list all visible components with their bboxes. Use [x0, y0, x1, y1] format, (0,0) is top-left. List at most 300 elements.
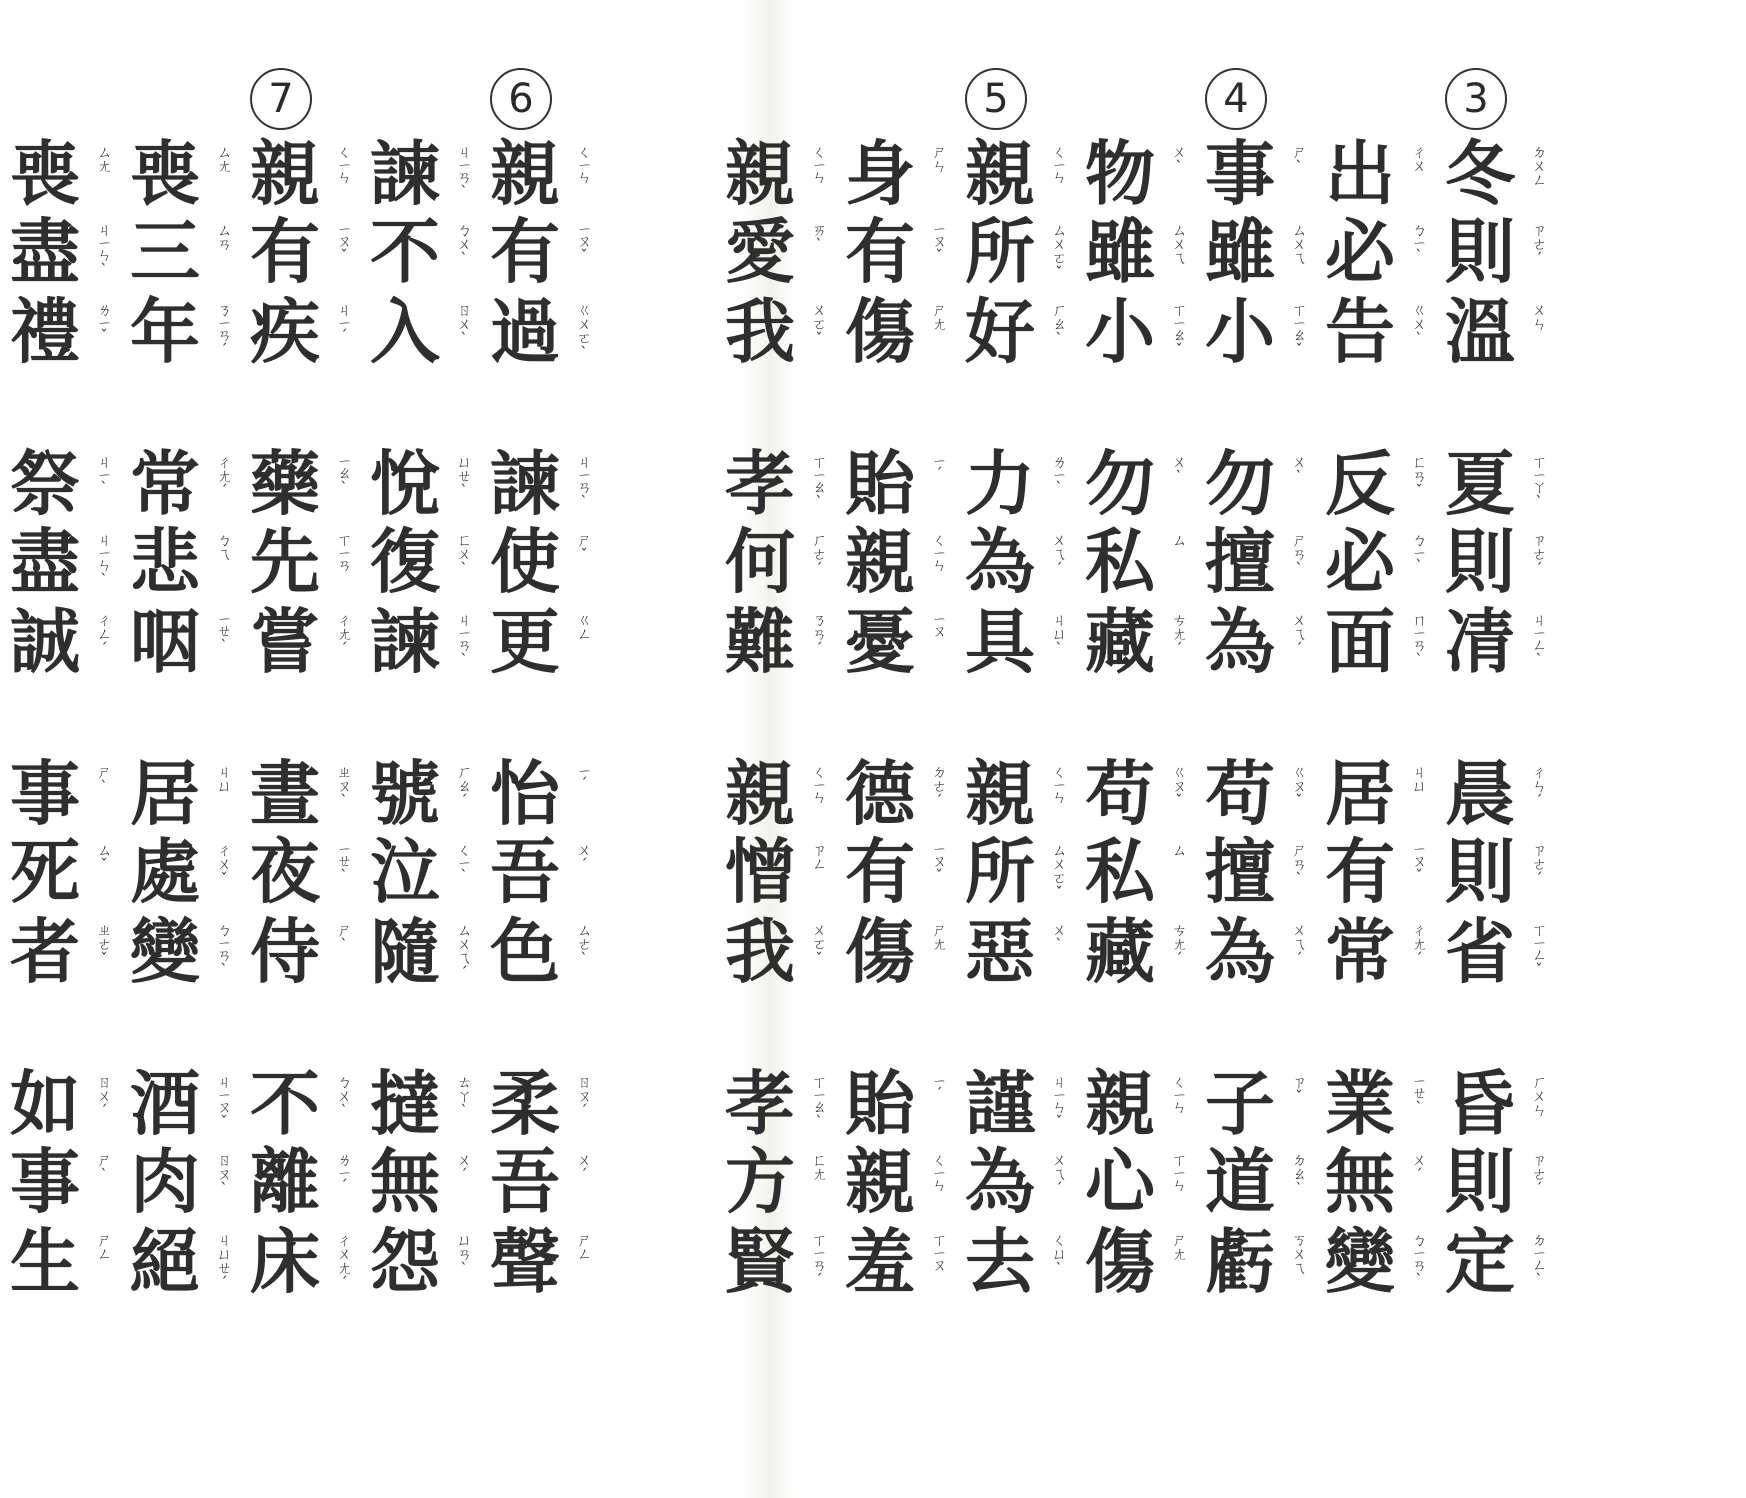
zhuyin-annotation: ㄑㄧˋ — [455, 842, 473, 884]
character-cell — [490, 908, 610, 996]
zhuyin-annotation: ㄐㄧㄢˋ — [575, 454, 593, 510]
hanzi-character: 諫 — [370, 132, 440, 215]
character-cell — [1205, 208, 1325, 296]
character-cell — [845, 1218, 965, 1306]
hanzi-character: 藥 — [250, 442, 320, 525]
character-cell — [490, 208, 610, 296]
hanzi-character: 親 — [1085, 1062, 1155, 1145]
hanzi-character: 侍 — [250, 910, 320, 993]
zhuyin-annotation: ㄉㄧㄥˋ — [1530, 1232, 1548, 1288]
hanzi-character: 晨 — [1445, 752, 1515, 835]
zhuyin-annotation: ㄙ — [1170, 532, 1188, 546]
hanzi-character: 道 — [1205, 1140, 1275, 1223]
hanzi-character: 怡 — [490, 752, 560, 835]
character-cell — [250, 440, 370, 528]
hanzi-character: 雖 — [1085, 210, 1155, 293]
character-cell — [130, 288, 250, 376]
hanzi-character: 賢 — [725, 1220, 795, 1303]
zhuyin-annotation: ㄒㄧㄠˇ — [1290, 302, 1308, 358]
hanzi-character: 溫 — [1445, 290, 1515, 373]
character-cell — [250, 208, 370, 296]
hanzi-character: 貽 — [845, 442, 915, 525]
zhuyin-annotation: ㄕㄣ — [930, 144, 948, 172]
hanzi-character: 親 — [250, 132, 320, 215]
hanzi-character: 怨 — [370, 1220, 440, 1303]
zhuyin-annotation: ㄐㄧˊ — [335, 302, 353, 344]
zhuyin-annotation: ㄩㄢˋ — [455, 1232, 473, 1277]
hanzi-character: 居 — [130, 752, 200, 835]
hanzi-character: 晝 — [250, 752, 320, 835]
character-cell — [250, 908, 370, 996]
zhuyin-annotation: ㄑㄧㄣ — [930, 1152, 948, 1191]
hanzi-character: 如 — [10, 1062, 80, 1145]
text-column — [965, 0, 1085, 1498]
hanzi-character: 子 — [1205, 1062, 1275, 1145]
character-cell — [490, 518, 610, 606]
hanzi-character: 事 — [1205, 132, 1275, 215]
zhuyin-annotation: ㄒㄧㄚˋ — [1530, 454, 1548, 510]
hanzi-character: 常 — [130, 442, 200, 525]
text-column — [10, 0, 130, 1498]
hanzi-character: 傷 — [1085, 1220, 1155, 1303]
hanzi-character: 諫 — [490, 442, 560, 525]
hanzi-character: 喪 — [10, 132, 80, 215]
hanzi-character: 夜 — [250, 830, 320, 913]
character-cell — [965, 208, 1085, 296]
character-cell — [845, 750, 965, 838]
zhuyin-annotation: ㄑㄧㄣ — [1050, 764, 1068, 803]
zhuyin-annotation: ㄔㄨˇ — [215, 842, 233, 887]
text-column — [490, 0, 610, 1498]
character-cell — [725, 518, 845, 606]
zhuyin-annotation: ㄨˋ — [1170, 454, 1188, 485]
zhuyin-annotation: ㄗㄜˊ — [1530, 222, 1548, 267]
hanzi-character: 虧 — [1205, 1220, 1275, 1303]
character-cell — [490, 130, 610, 218]
zhuyin-annotation: ㄗㄥ — [810, 842, 828, 870]
zhuyin-annotation: ㄐㄧㄢˋ — [455, 612, 473, 668]
hanzi-character: 絕 — [130, 1220, 200, 1303]
hanzi-character: 苟 — [1085, 752, 1155, 835]
character-cell — [845, 440, 965, 528]
character-cell — [1085, 750, 1205, 838]
zhuyin-annotation: ㄏㄜˊ — [810, 532, 828, 577]
character-cell — [10, 1138, 130, 1226]
character-cell — [1085, 1218, 1205, 1306]
hanzi-character: 盡 — [10, 210, 80, 293]
character-cell — [1205, 598, 1325, 686]
zhuyin-annotation: ㄉㄜˊ — [930, 764, 948, 809]
zhuyin-annotation: ㄐㄧˋ — [95, 454, 113, 496]
character-cell — [725, 1060, 845, 1148]
character-cell — [130, 518, 250, 606]
zhuyin-annotation: ㄙㄨㄛˇ — [1050, 842, 1068, 901]
hanzi-character: 小 — [1085, 290, 1155, 373]
hanzi-character: 小 — [1205, 290, 1275, 373]
hanzi-character: 誠 — [10, 600, 80, 683]
character-cell — [845, 130, 965, 218]
zhuyin-annotation: ㄧㄠˋ — [335, 454, 353, 496]
zhuyin-annotation: ㄐㄩˋ — [1050, 612, 1068, 657]
zhuyin-annotation: ㄕˋ — [95, 1152, 113, 1183]
hanzi-character: 好 — [965, 290, 1035, 373]
zhuyin-annotation: ㄓㄜˇ — [95, 922, 113, 967]
character-cell — [10, 598, 130, 686]
hanzi-character: 物 — [1085, 132, 1155, 215]
zhuyin-annotation: ㄙㄨㄛˇ — [1050, 222, 1068, 281]
character-cell — [1205, 750, 1325, 838]
character-cell — [490, 750, 610, 838]
hanzi-character: 勿 — [1205, 442, 1275, 525]
zhuyin-annotation: ㄙˇ — [95, 842, 113, 873]
hanzi-character: 私 — [1085, 520, 1155, 603]
hanzi-character: 出 — [1325, 132, 1395, 215]
hanzi-character: 則 — [1445, 1140, 1515, 1223]
zhuyin-annotation: ㄐㄧㄣˋ — [95, 222, 113, 278]
verse-number-marker: 6 — [490, 68, 552, 130]
character-cell — [725, 750, 845, 838]
character-cell — [1445, 750, 1565, 838]
zhuyin-annotation: ㄗˇ — [1290, 1074, 1308, 1105]
zhuyin-annotation: ㄩㄝˋ — [455, 454, 473, 499]
zhuyin-annotation: ㄨㄟˊ — [1290, 922, 1308, 967]
character-cell — [250, 1138, 370, 1226]
hanzi-character: 藏 — [1085, 600, 1155, 683]
zhuyin-annotation: ㄙㄜˋ — [575, 922, 593, 967]
zhuyin-annotation: ㄙㄨㄟ — [1170, 222, 1188, 264]
text-column — [1445, 0, 1565, 1498]
zhuyin-annotation: ㄘㄤˊ — [1170, 612, 1188, 657]
character-cell — [965, 288, 1085, 376]
character-cell — [845, 1138, 965, 1226]
hanzi-character: 夏 — [1445, 442, 1515, 525]
hanzi-character: 不 — [370, 210, 440, 293]
character-cell — [130, 1138, 250, 1226]
zhuyin-annotation: ㄕˋ — [1290, 144, 1308, 175]
zhuyin-annotation: ㄏㄠˊ — [455, 764, 473, 809]
zhuyin-annotation: ㄕˋ — [335, 922, 353, 953]
hanzi-character: 盡 — [10, 520, 80, 603]
hanzi-character: 去 — [965, 1220, 1035, 1303]
character-cell — [1325, 208, 1445, 296]
hanzi-character: 凊 — [1445, 600, 1515, 683]
zhuyin-annotation: ㄨˊ — [575, 1152, 593, 1183]
character-cell — [10, 130, 130, 218]
character-cell — [490, 828, 610, 916]
character-cell — [1325, 440, 1445, 528]
hanzi-character: 嘗 — [250, 600, 320, 683]
character-cell — [965, 518, 1085, 606]
character-cell — [1085, 518, 1205, 606]
character-cell — [1085, 208, 1205, 296]
hanzi-character: 諫 — [370, 600, 440, 683]
character-cell — [10, 1060, 130, 1148]
zhuyin-annotation: ㄖㄡˋ — [215, 1152, 233, 1197]
hanzi-character: 有 — [250, 210, 320, 293]
zhuyin-annotation: ㄅㄟ — [215, 532, 233, 560]
character-cell — [845, 598, 965, 686]
hanzi-character: 定 — [1445, 1220, 1515, 1303]
character-cell — [490, 1218, 610, 1306]
character-cell — [250, 750, 370, 838]
character-cell — [1325, 518, 1445, 606]
zhuyin-annotation: ㄅㄨˋ — [335, 1074, 353, 1119]
zhuyin-annotation: ㄧㄝˋ — [1410, 1074, 1428, 1116]
verse-number-marker: 7 — [250, 68, 312, 130]
hanzi-character: 孝 — [725, 1062, 795, 1145]
character-cell — [1325, 1218, 1445, 1306]
hanzi-character: 肉 — [130, 1140, 200, 1223]
character-cell — [1205, 518, 1325, 606]
zhuyin-annotation: ㄧㄡˇ — [575, 222, 593, 264]
character-cell — [10, 208, 130, 296]
character-cell — [1085, 908, 1205, 996]
character-cell — [1325, 828, 1445, 916]
character-cell — [845, 1060, 965, 1148]
hanzi-character: 者 — [10, 910, 80, 993]
zhuyin-annotation: ㄍㄡˇ — [1170, 764, 1188, 809]
hanzi-character: 柔 — [490, 1062, 560, 1145]
zhuyin-annotation: ㄗㄜˊ — [1530, 1152, 1548, 1197]
character-cell — [370, 1060, 490, 1148]
zhuyin-annotation: ㄕㄥ — [575, 1232, 593, 1260]
hanzi-character: 隨 — [370, 910, 440, 993]
character-cell — [1445, 1138, 1565, 1226]
hanzi-character: 藏 — [1085, 910, 1155, 993]
character-cell — [490, 1060, 610, 1148]
hanzi-character: 省 — [1445, 910, 1515, 993]
character-cell — [965, 828, 1085, 916]
text-column — [1205, 0, 1325, 1498]
character-cell — [1445, 440, 1565, 528]
hanzi-character: 身 — [845, 132, 915, 215]
zhuyin-annotation: ㄕˋ — [95, 764, 113, 795]
character-cell — [845, 828, 965, 916]
zhuyin-annotation: ㄅㄧㄢˋ — [215, 922, 233, 978]
hanzi-character: 酒 — [130, 1062, 200, 1145]
zhuyin-annotation: ㄨˊ — [575, 842, 593, 873]
character-cell — [370, 750, 490, 838]
hanzi-character: 不 — [250, 1062, 320, 1145]
zhuyin-annotation: ㄑㄧㄣ — [810, 764, 828, 803]
hanzi-character: 吾 — [490, 1140, 560, 1223]
hanzi-character: 我 — [725, 290, 795, 373]
character-cell — [370, 288, 490, 376]
zhuyin-annotation: ㄐㄩ — [215, 764, 233, 792]
hanzi-character: 有 — [845, 830, 915, 913]
hanzi-character: 號 — [370, 752, 440, 835]
character-cell — [1445, 828, 1565, 916]
hanzi-character: 死 — [10, 830, 80, 913]
character-cell — [10, 288, 130, 376]
hanzi-character: 事 — [10, 1140, 80, 1223]
hanzi-character: 擅 — [1205, 520, 1275, 603]
text-column — [250, 0, 370, 1498]
character-cell — [1085, 828, 1205, 916]
zhuyin-annotation: ㄑㄧㄣ — [810, 144, 828, 183]
character-cell — [490, 1138, 610, 1226]
hanzi-character: 愛 — [725, 210, 795, 293]
hanzi-character: 憂 — [845, 600, 915, 683]
hanzi-character: 苟 — [1205, 752, 1275, 835]
hanzi-character: 變 — [130, 910, 200, 993]
zhuyin-annotation: ㄐㄧㄢˋ — [455, 144, 473, 200]
character-cell — [725, 1138, 845, 1226]
hanzi-character: 悲 — [130, 520, 200, 603]
hanzi-character: 何 — [725, 520, 795, 603]
zhuyin-annotation: ㄙㄨㄟˊ — [455, 922, 473, 981]
character-cell — [1445, 598, 1565, 686]
character-cell — [845, 518, 965, 606]
character-cell — [845, 208, 965, 296]
zhuyin-annotation: ㄓㄡˋ — [335, 764, 353, 809]
zhuyin-annotation: ㄈㄨˋ — [455, 532, 473, 577]
character-cell — [1205, 1060, 1325, 1148]
zhuyin-annotation: ㄈㄤ — [810, 1152, 828, 1180]
character-cell — [370, 130, 490, 218]
character-cell — [250, 518, 370, 606]
zhuyin-annotation: ㄧㄝˋ — [215, 612, 233, 654]
text-column — [370, 0, 490, 1498]
character-cell — [250, 598, 370, 686]
hanzi-character: 色 — [490, 910, 560, 993]
character-cell — [1445, 130, 1565, 218]
hanzi-character: 所 — [965, 210, 1035, 293]
character-cell — [130, 208, 250, 296]
character-cell — [1085, 130, 1205, 218]
hanzi-character: 年 — [130, 290, 200, 373]
zhuyin-annotation: ㄑㄧㄣ — [1170, 1074, 1188, 1113]
zhuyin-annotation: ㄙㄤ — [95, 144, 113, 172]
hanzi-character: 三 — [130, 210, 200, 293]
hanzi-character: 惡 — [965, 910, 1035, 993]
character-cell — [845, 288, 965, 376]
zhuyin-annotation: ㄍㄥ — [575, 612, 593, 640]
character-cell — [1205, 440, 1325, 528]
zhuyin-annotation: ㄕㄤ — [930, 922, 948, 950]
zhuyin-annotation: ㄨˋ — [1290, 454, 1308, 485]
zhuyin-annotation: ㄒㄧㄠˋ — [810, 454, 828, 510]
character-cell — [1325, 598, 1445, 686]
zhuyin-annotation: ㄔㄤˊ — [335, 612, 353, 657]
character-cell — [1205, 828, 1325, 916]
left-page — [0, 0, 740, 1498]
character-cell — [1445, 288, 1565, 376]
hanzi-character: 勿 — [1085, 442, 1155, 525]
character-cell — [10, 440, 130, 528]
zhuyin-annotation: ㄨˋ — [1170, 144, 1188, 175]
zhuyin-annotation: ㄖㄨˊ — [95, 1074, 113, 1119]
zhuyin-annotation: ㄨㄣ — [1530, 302, 1548, 330]
character-cell — [250, 1218, 370, 1306]
hanzi-character: 變 — [1325, 1220, 1395, 1303]
hanzi-character: 擅 — [1205, 830, 1275, 913]
character-cell — [965, 1218, 1085, 1306]
zhuyin-annotation: ㄨㄛˇ — [810, 302, 828, 347]
zhuyin-annotation: ㄒㄧㄡ — [930, 1232, 948, 1271]
hanzi-character: 則 — [1445, 520, 1515, 603]
zhuyin-annotation: ㄐㄧㄣˋ — [95, 532, 113, 588]
character-cell — [965, 440, 1085, 528]
character-cell — [1325, 908, 1445, 996]
character-cell — [965, 1138, 1085, 1226]
hanzi-character: 業 — [1325, 1062, 1395, 1145]
character-cell — [1445, 908, 1565, 996]
text-column — [1325, 0, 1445, 1498]
hanzi-character: 為 — [1205, 910, 1275, 993]
hanzi-character: 疾 — [250, 290, 320, 373]
hanzi-character: 則 — [1445, 210, 1515, 293]
zhuyin-annotation: ㄨㄟˊ — [1050, 532, 1068, 577]
character-cell — [725, 130, 845, 218]
character-cell — [845, 908, 965, 996]
zhuyin-annotation: ㄇㄧㄢˋ — [1410, 612, 1428, 668]
hanzi-character: 雖 — [1205, 210, 1275, 293]
zhuyin-annotation: ㄕㄤ — [1170, 1232, 1188, 1260]
zhuyin-annotation: ㄍㄨㄛˋ — [575, 302, 593, 361]
hanzi-character: 反 — [1325, 442, 1395, 525]
character-cell — [130, 440, 250, 528]
zhuyin-annotation: ㄨㄛˇ — [810, 922, 828, 967]
zhuyin-annotation: ㄏㄨㄣ — [1530, 1074, 1548, 1116]
character-cell — [1325, 130, 1445, 218]
zhuyin-annotation: ㄊㄚˋ — [455, 1074, 473, 1119]
character-cell — [965, 908, 1085, 996]
zhuyin-annotation: ㄒㄧㄥˇ — [1530, 922, 1548, 978]
character-cell — [130, 1218, 250, 1306]
verse-number-marker: 3 — [1445, 68, 1507, 130]
zhuyin-annotation: ㄕㄤ — [930, 302, 948, 330]
character-cell — [250, 1060, 370, 1148]
character-cell — [490, 288, 610, 376]
hanzi-character: 必 — [1325, 210, 1395, 293]
character-cell — [725, 1218, 845, 1306]
hanzi-character: 喪 — [130, 132, 200, 215]
hanzi-character: 為 — [965, 520, 1035, 603]
character-cell — [130, 908, 250, 996]
zhuyin-annotation: ㄑㄩˋ — [1050, 1232, 1068, 1277]
character-cell — [965, 130, 1085, 218]
zhuyin-annotation: ㄒㄧㄠˋ — [810, 1074, 828, 1130]
zhuyin-annotation: ㄙ — [1170, 842, 1188, 856]
hanzi-character: 憎 — [725, 830, 795, 913]
hanzi-character: 親 — [845, 1140, 915, 1223]
character-cell — [1325, 1060, 1445, 1148]
character-cell — [725, 908, 845, 996]
zhuyin-annotation: ㄗㄜˊ — [1530, 842, 1548, 887]
character-cell — [1085, 288, 1205, 376]
text-column — [845, 0, 965, 1498]
verse-number-marker: 4 — [1205, 68, 1267, 130]
character-cell — [1445, 518, 1565, 606]
hanzi-character: 傷 — [845, 910, 915, 993]
hanzi-character: 有 — [1325, 830, 1395, 913]
character-cell — [130, 828, 250, 916]
character-cell — [370, 440, 490, 528]
zhuyin-annotation: ㄌㄧˇ — [95, 302, 113, 344]
character-cell — [1205, 288, 1325, 376]
hanzi-character: 悅 — [370, 442, 440, 525]
zhuyin-annotation: ㄧㄡˇ — [930, 222, 948, 264]
hanzi-character: 離 — [250, 1140, 320, 1223]
text-column — [725, 0, 845, 1498]
character-cell — [370, 598, 490, 686]
zhuyin-annotation: ㄧˊ — [575, 764, 593, 792]
zhuyin-annotation: ㄅㄨˋ — [455, 222, 473, 267]
character-cell — [1325, 750, 1445, 838]
zhuyin-annotation: ㄧㄡˇ — [335, 222, 353, 264]
zhuyin-annotation: ㄑㄧㄣ — [335, 144, 353, 183]
